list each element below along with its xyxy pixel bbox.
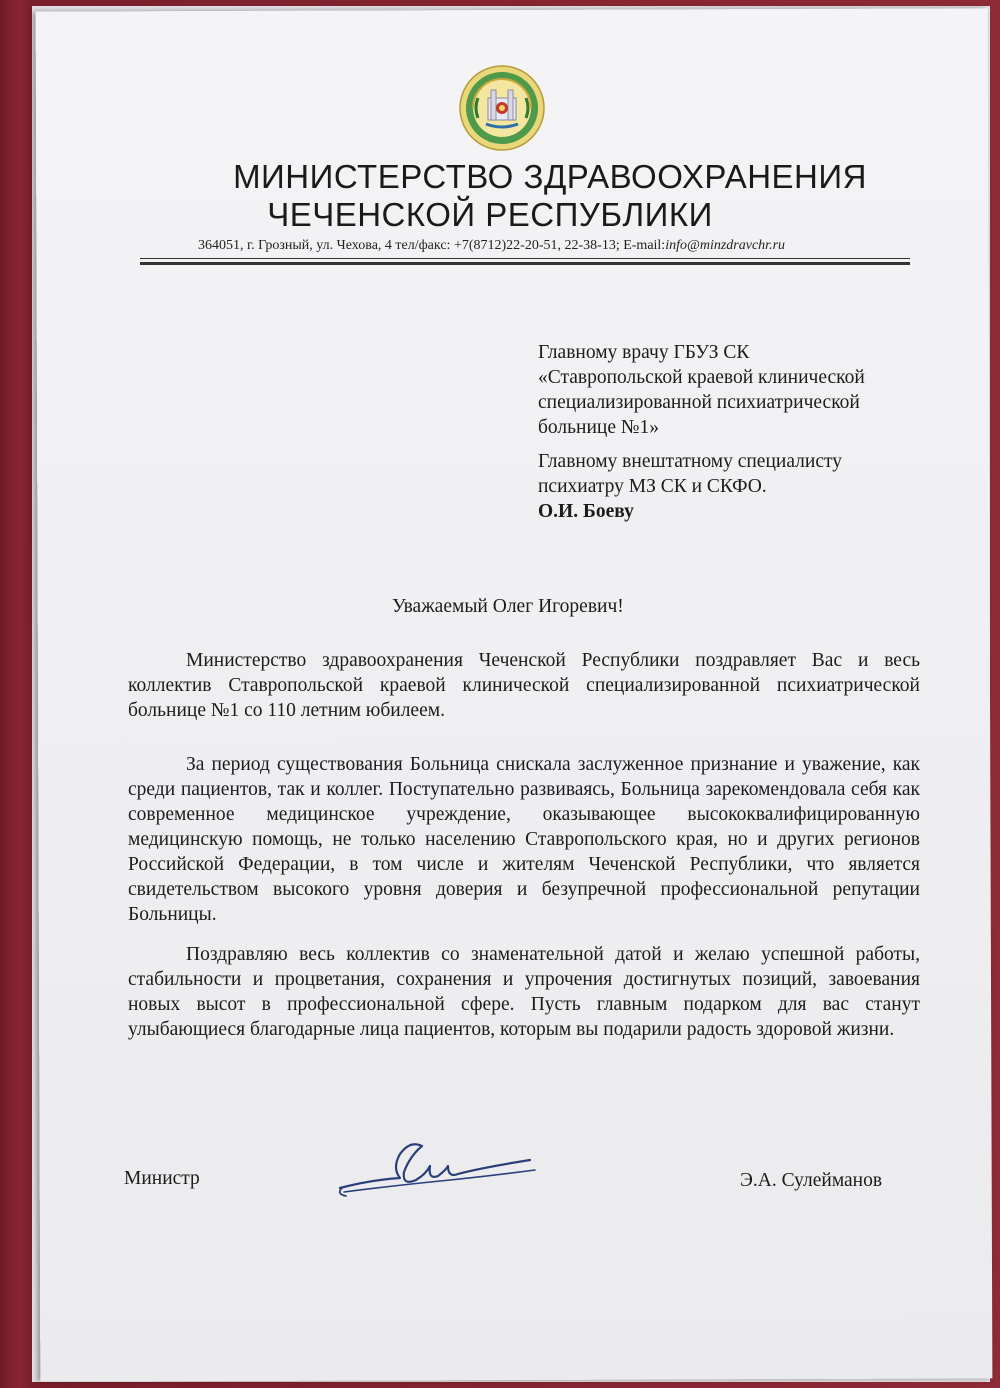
addressee-line: Главному врачу ГБУЗ СК xyxy=(538,342,750,363)
ministry-title-line1: МИНИСТЕРСТВО ЗДРАВООХРАНЕНИЯ xyxy=(233,158,867,195)
addressee-line: психиатру МЗ СК и СКФО. xyxy=(538,476,767,497)
addressee-line: больнице №1» xyxy=(538,417,659,438)
paragraph-2: За период существования Больница снискала заслуженное признание и уважение, как среди пациентов, так и коллег. Поступательно развиваясь, Больница зарекомендовала себя как современное медицинское учреждение, оказывающее высококвалифицированную медицинскую помощь, не только населению Ставропольского края, но и других регионов Российской Федерации, в том числе и жителям Чеченской Республики, что является свидетельством высокого уровня доверия и безупречной профессиональной репутации Больницы. xyxy=(128,754,920,925)
header-rule-thin xyxy=(140,258,910,259)
addressee-line: «Ставропольской краевой клинической xyxy=(538,367,865,388)
signatory-position: Министр xyxy=(124,1168,200,1189)
salutation: Уважаемый Олег Игоревич! xyxy=(392,596,624,617)
email-text: info@minzdravchr.ru xyxy=(665,238,786,253)
addressee-name: О.И. Боеву xyxy=(538,501,634,522)
paragraph-3: Поздравляю весь коллектив со знаменательной датой и желаю успешной работы, стабильности и процветания, сохранения и упрочения достигнутых позиций, завоевания новых высот в профессиональной сфере. Пусть главным подарком для вас станут улыбающиеся благодарные лица пациентов, которым вы подарили радость здоровой жизни. xyxy=(128,944,920,1040)
address-text: 364051, г. Грозный, ул. Чехова, 4 тел/факс: +7(8712)22-20-51, 22-38-13; E-mail: xyxy=(198,238,666,253)
ministry-title-line2: ЧЕЧЕНСКОЙ РЕСПУБЛИКИ xyxy=(267,196,713,233)
header-rule-thick xyxy=(140,262,910,265)
addressee-line: Главному внештатному специалисту xyxy=(538,451,842,472)
addressee-block-1 xyxy=(538,340,938,440)
coat-of-arms-icon xyxy=(458,64,546,152)
ministry-address xyxy=(198,238,918,254)
handwritten-signature xyxy=(330,1130,540,1210)
addressee-block-2 xyxy=(538,449,938,524)
signatory-name: Э.А. Сулейманов xyxy=(740,1170,883,1191)
addressee-line: специализированной психиатрической xyxy=(538,392,860,413)
paragraph-1: Министерство здравоохранения Чеченской Республики поздравляет Вас и весь коллектив Ставропольской краевой клинической специализированной психиатрической больнице №1 со 110 летним юбилеем. xyxy=(128,650,920,721)
